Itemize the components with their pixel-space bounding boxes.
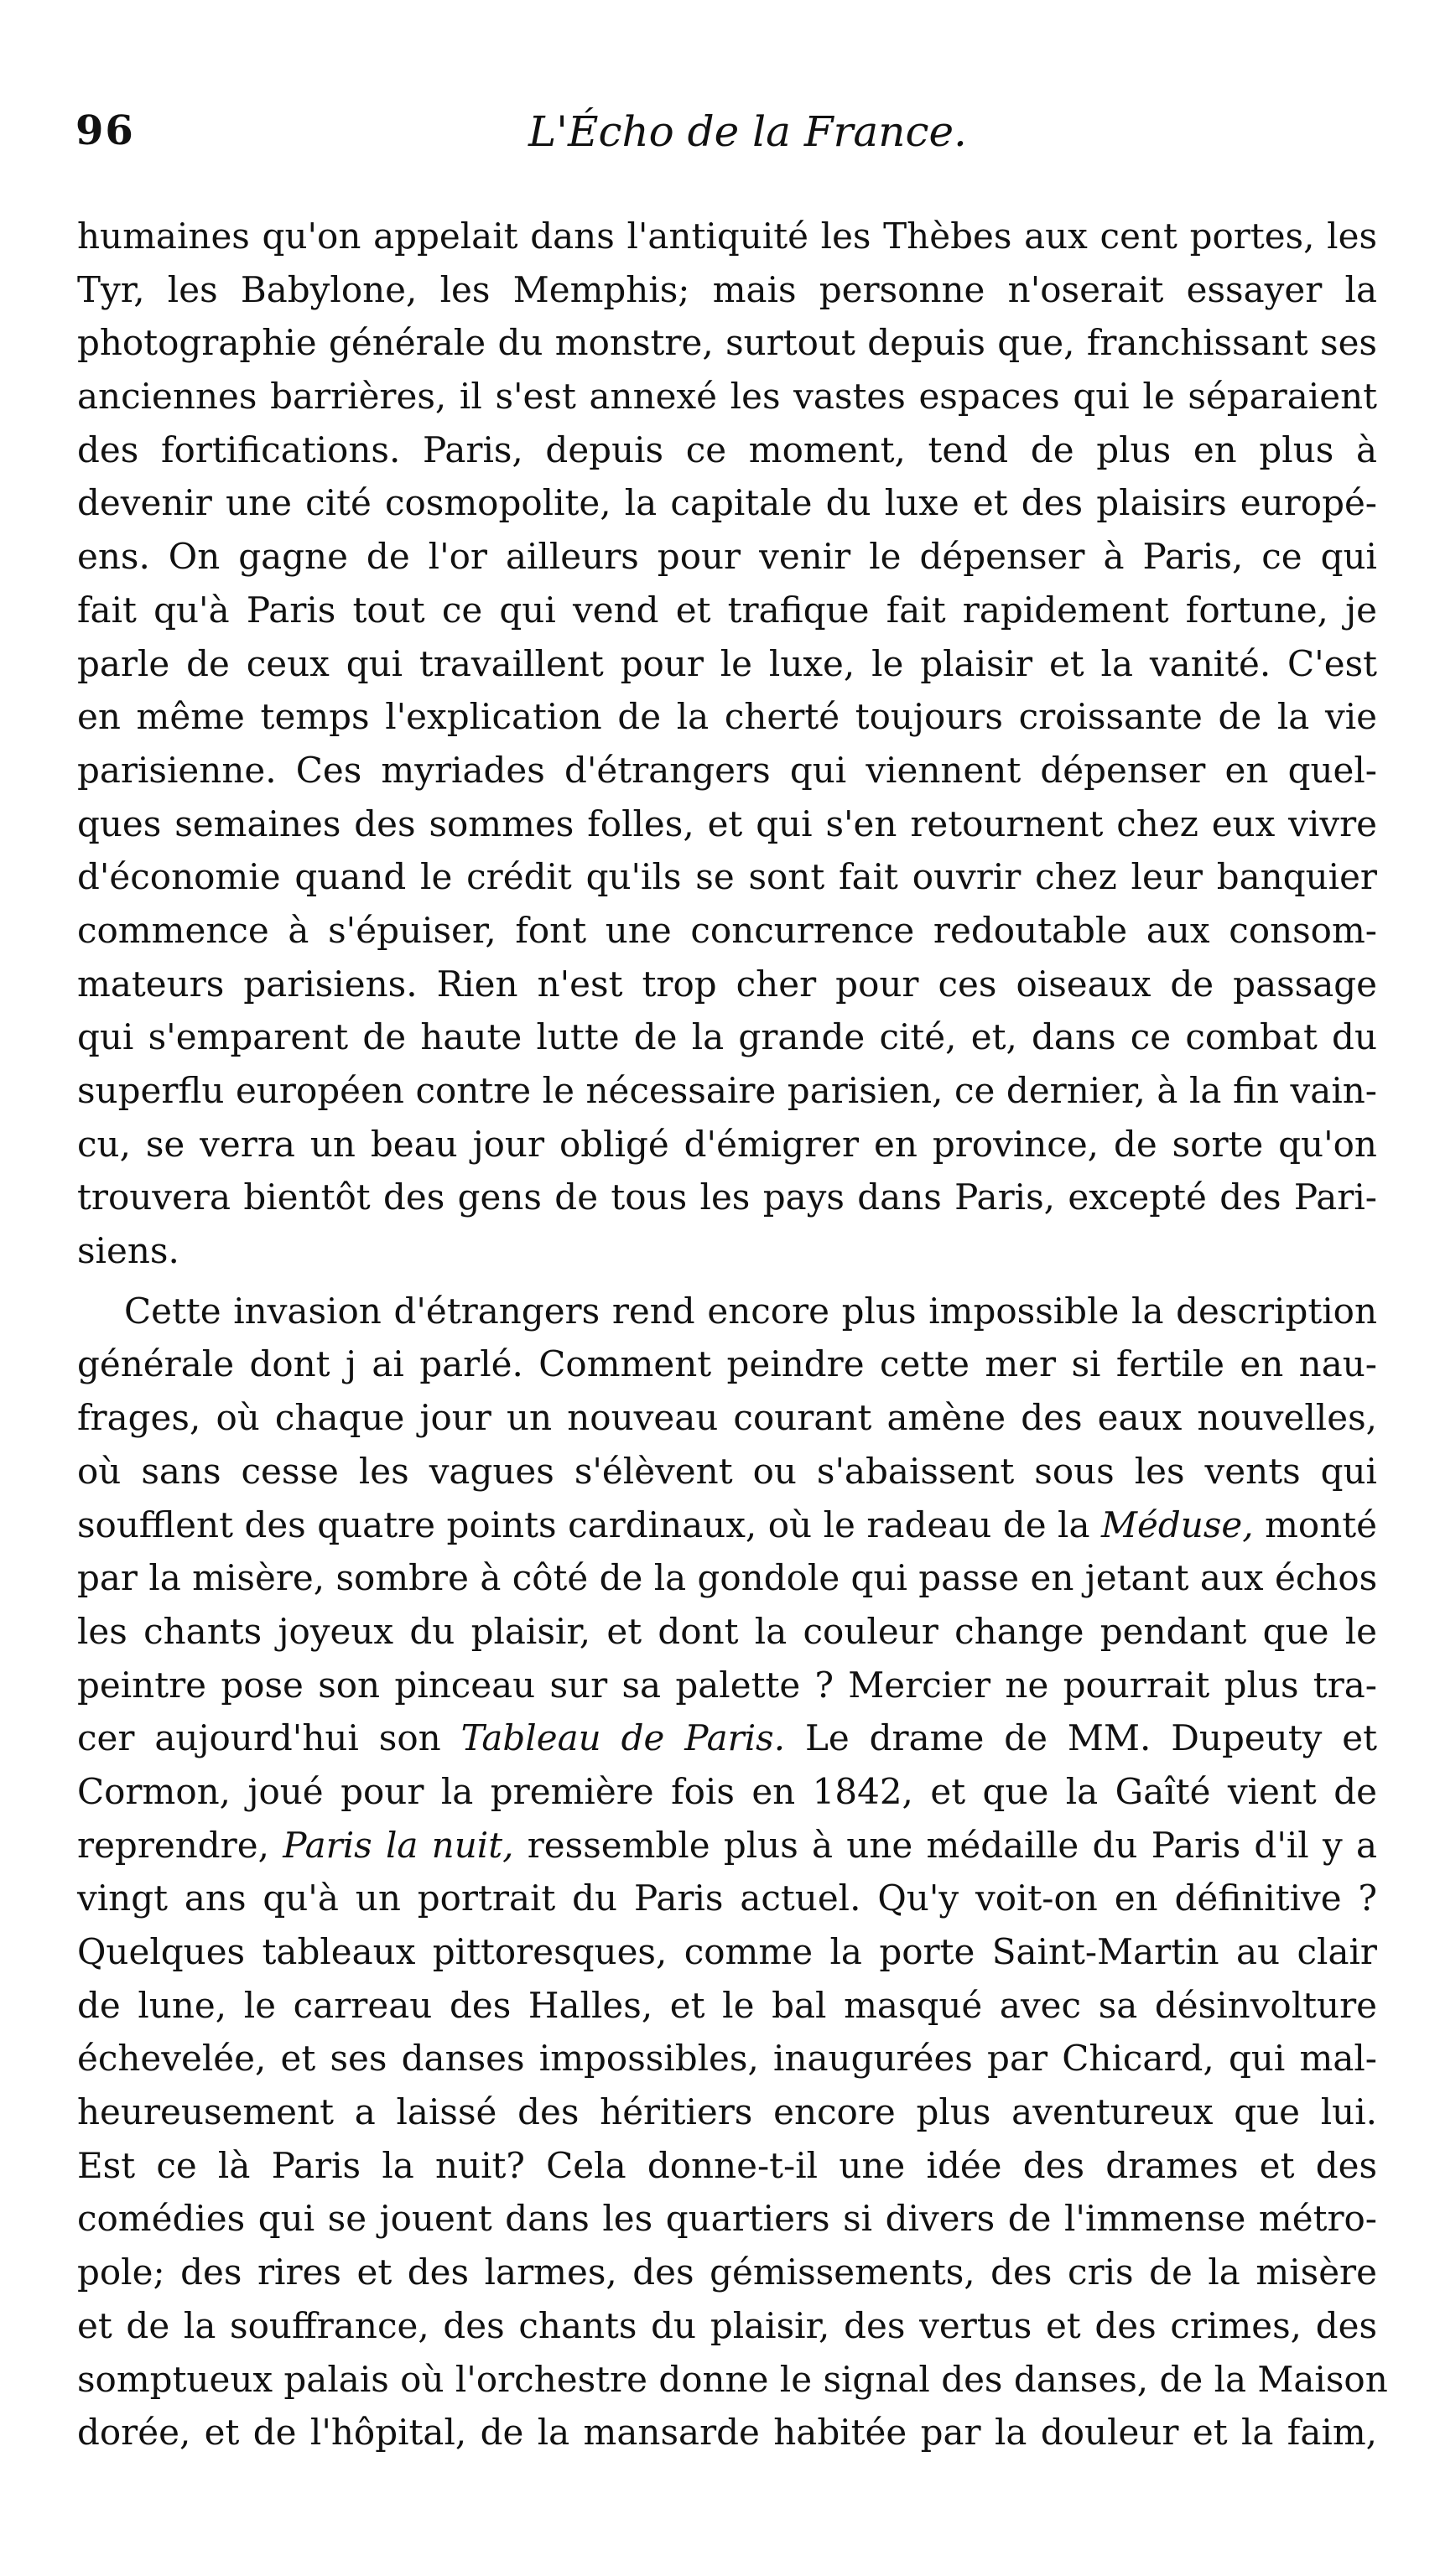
text-line: échevelée, et ses danses impossibles, inaugurées par Chicard, qui mal- xyxy=(77,2038,1377,2080)
text-line: Est ce là Paris la nuit? Cela donne-t-il une idée des drames et des xyxy=(77,2144,1377,2186)
text-line: des fortifications. Paris, depuis ce moment, tend de plus en plus à xyxy=(77,428,1377,470)
paragraph-1 xyxy=(77,210,1377,1278)
text-line: Cormon, joué pour la première fois en 1842, et que la Gaîté vient de xyxy=(77,1770,1377,1812)
text-line: somptueux palais où l'orchestre donne le signal des danses, de la Maison xyxy=(77,2358,1388,2400)
text-line: de lune, le carreau des Halles, et le bal masqué avec sa désinvolture xyxy=(77,1984,1377,2026)
running-title: L'Écho de la France. xyxy=(528,107,967,156)
text-line: les chants joyeux du plaisir, et dont la couleur change pendant que le xyxy=(77,1610,1377,1652)
paragraph-2 xyxy=(77,1285,1388,2459)
italic-title: Méduse, xyxy=(1101,1504,1254,1545)
text-line: cu, se verra un beau jour obligé d'émigrer en province, de sorte qu'on xyxy=(77,1123,1377,1165)
text-line: parle de ceux qui travaillent pour le luxe, le plaisir et la vanité. C'est xyxy=(77,642,1377,684)
text-line: anciennes barrières, il s'est annexé les vastes espaces qui le séparaient xyxy=(77,376,1377,418)
text-line: superflu européen contre le nécessaire parisien, ce dernier, à la fin vain- xyxy=(77,1070,1377,1111)
text-line: peintre pose son pinceau sur sa palette ? Mercier ne pourrait plus tra- xyxy=(77,1664,1377,1706)
text-segment: ressemble plus à une médaille du Paris d'il y a xyxy=(513,1824,1377,1866)
text-segment: reprendre, xyxy=(77,1824,283,1866)
text-line: où sans cesse les vagues s'élèvent ou s'abaissent sous les vents qui xyxy=(77,1450,1377,1492)
text-line: commence à s'épuiser, font une concurrence redoutable aux consom- xyxy=(77,909,1377,951)
page-header xyxy=(75,107,1384,183)
text-line: trouvera bientôt des gens de tous les pays dans Paris, excepté des Pari- xyxy=(77,1176,1377,1218)
italic-title: Tableau de Paris. xyxy=(460,1717,786,1759)
text-line xyxy=(77,1711,1377,1765)
text-line: Quelques tableaux pittoresques, comme la porte Saint-Martin au clair xyxy=(77,1931,1377,1972)
text-segment: soufflent des quatre points cardinaux, où le radeau de la xyxy=(77,1504,1102,1545)
text-line: générale dont j ai parlé. Comment peindre cette mer si fertile en nau- xyxy=(77,1343,1377,1385)
italic-title: Paris la nuit, xyxy=(283,1824,514,1866)
text-line: d'économie quand le crédit qu'ils se sont fait ouvrir chez leur banquier xyxy=(77,856,1377,898)
text-segment: monté xyxy=(1253,1504,1377,1545)
text-line: et de la souffrance, des chants du plaisir, des vertus et des crimes, des xyxy=(77,2304,1377,2346)
text-line: Cette invasion d'étrangers rend encore plus impossible la description xyxy=(124,1290,1377,1332)
text-line: frages, où chaque jour un nouveau courant amène des eaux nouvelles, xyxy=(77,1397,1377,1439)
text-line xyxy=(77,1498,1377,1552)
text-line: dorée, et de l'hôpital, de la mansarde habitée par la douleur et la faim, xyxy=(77,2412,1377,2454)
text-line: mateurs parisiens. Rien n'est trop cher pour ces oiseaux de passage xyxy=(77,963,1377,1005)
text-line: comédies qui se jouent dans les quartiers si divers de l'immense métro- xyxy=(77,2198,1377,2240)
text-line: Tyr, les Babylone, les Memphis; mais personne n'oserait essayer la xyxy=(77,268,1377,310)
text-line: photographie générale du monstre, surtout depuis que, franchissant ses xyxy=(77,322,1377,364)
text-line: en même temps l'explication de la cherté toujours croissante de la vie xyxy=(77,696,1377,738)
text-line: ques semaines des sommes folles, et qui s'en retournent chez eux vivre xyxy=(77,802,1377,844)
page-number: 96 xyxy=(75,107,135,154)
text-line: devenir une cité cosmopolite, la capitale du luxe et des plaisirs europé- xyxy=(77,482,1377,524)
text-line: ens. On gagne de l'or ailleurs pour venir le dépenser à Paris, ce qui xyxy=(77,536,1377,578)
text-line: siens. xyxy=(77,1230,179,1272)
text-line: parisienne. Ces myriades d'étrangers qui viennent dépenser en quel- xyxy=(77,749,1377,791)
text-line: humaines qu'on appelait dans l'antiquité les Thèbes aux cent portes, les xyxy=(77,216,1377,257)
text-line: qui s'emparent de haute lutte de la grande cité, et, dans ce combat du xyxy=(77,1016,1377,1058)
text-line: vingt ans qu'à un portrait du Paris actuel. Qu'y voit-on en définitive ? xyxy=(77,1877,1377,1919)
text-line: fait qu'à Paris tout ce qui vend et trafique fait rapidement fortune, je xyxy=(77,589,1377,631)
text-line xyxy=(77,1819,1377,1872)
text-segment: Le drame de MM. Dupeuty et xyxy=(785,1717,1377,1759)
text-segment: cer aujourd'hui son xyxy=(77,1717,461,1759)
text-line: par la misère, sombre à côté de la gondole qui passe en jetant aux échos xyxy=(77,1557,1378,1599)
text-line: heureusement a laissé des héritiers encore plus aventureux que lui. xyxy=(77,2091,1377,2133)
text-line: pole; des rires et des larmes, des gémissements, des cris de la misère xyxy=(77,2251,1377,2293)
body-text xyxy=(77,210,1388,2459)
